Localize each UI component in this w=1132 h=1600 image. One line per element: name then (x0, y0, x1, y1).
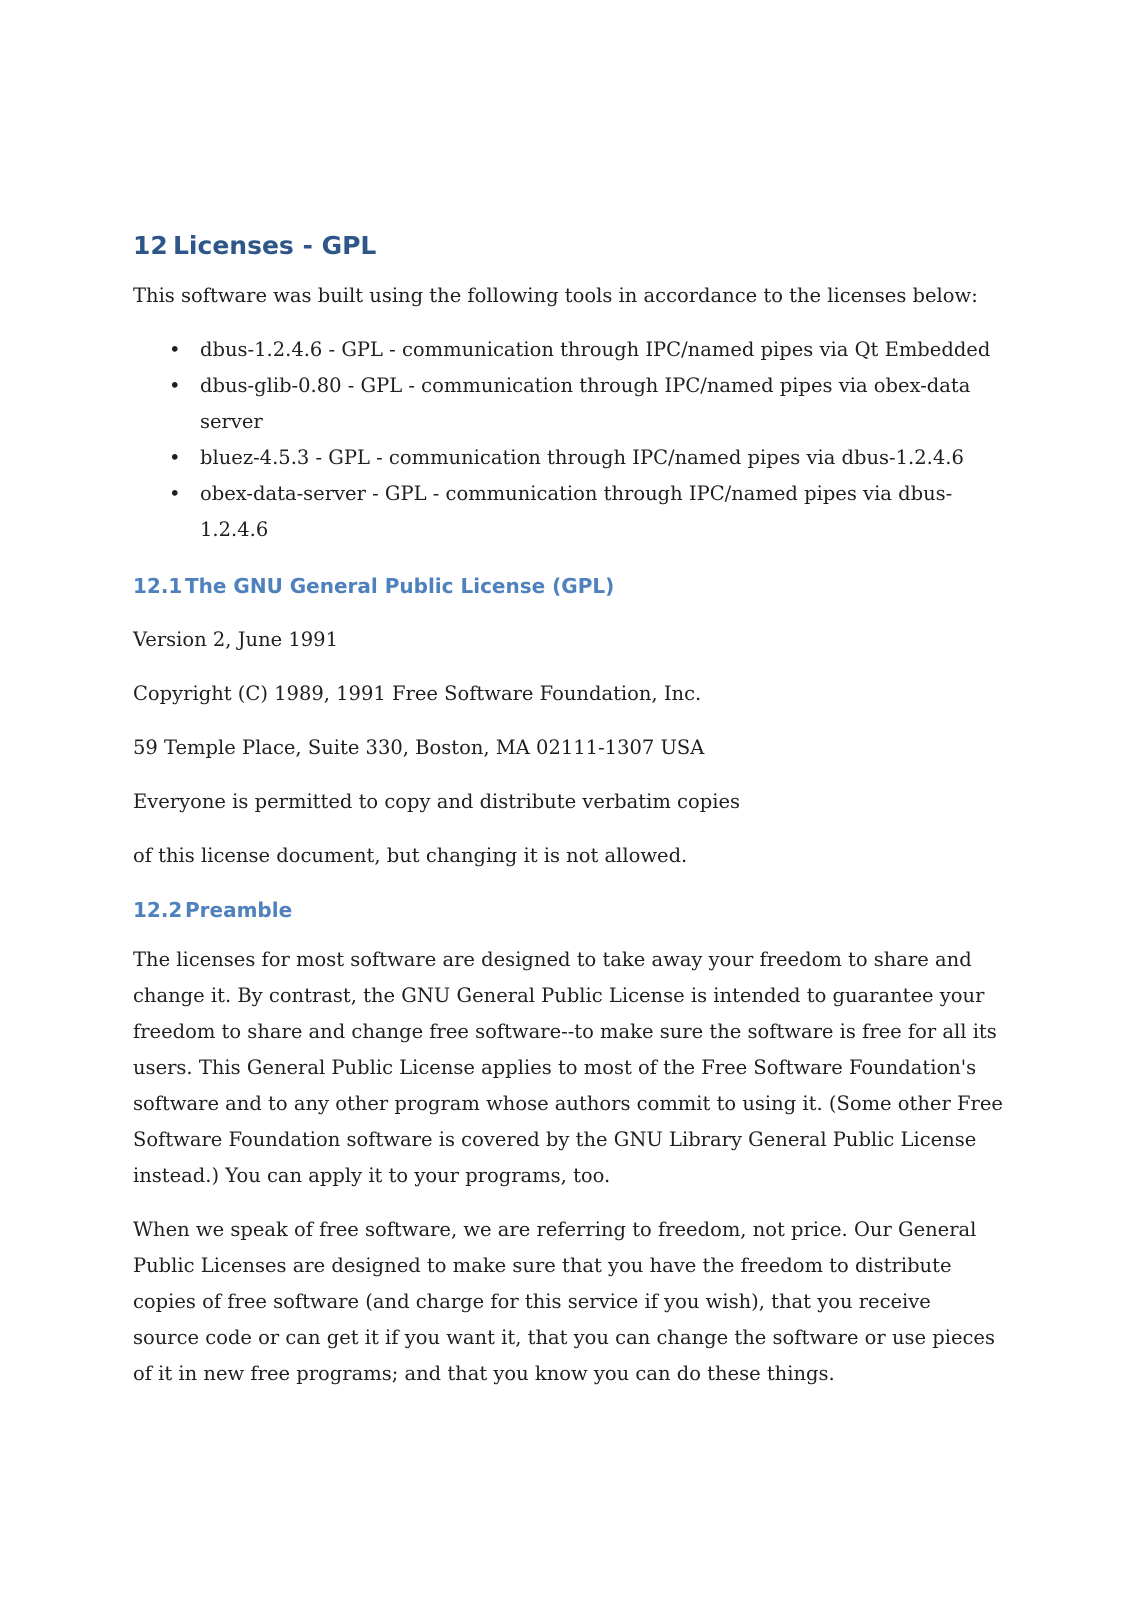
section-number: 12.2 (133, 898, 183, 922)
bullet-icon: • (169, 338, 181, 361)
list-item-text: obex-data-server - GPL - communication through IPC/named pipes via dbus-1.2.4.6 (200, 482, 953, 541)
license-copyright: Copyright (C) 1989, 1991 Free Software Foundation, Inc. (133, 682, 702, 705)
list-item (133, 368, 1003, 440)
license-permission-line-2: of this license document, but changing it is not allowed. (133, 844, 688, 867)
license-address: 59 Temple Place, Suite 330, Boston, MA 02111-1307 USA (133, 736, 705, 759)
list-item-text: dbus-1.2.4.6 - GPL - communication through IPC/named pipes via Qt Embedded (200, 338, 991, 361)
section-heading-gpl (133, 568, 1003, 604)
list-item-text: bluez-4.5.3 - GPL - communication through IPC/named pipes via dbus-1.2.4.6 (200, 446, 964, 469)
bullet-icon: • (169, 374, 181, 397)
list-item (133, 476, 1003, 548)
list-item-text: dbus-glib-0.80 - GPL - communication through IPC/named pipes via obex-data server (200, 374, 971, 433)
bullet-icon: • (169, 482, 181, 505)
license-permission-line-1: Everyone is permitted to copy and distribute verbatim copies (133, 790, 740, 813)
list-item (133, 332, 1003, 368)
section-heading-preamble (133, 892, 1003, 928)
page-content (133, 226, 1003, 1392)
section-number: 12.1 (133, 574, 183, 598)
intro-paragraph: This software was built using the following tools in accordance to the licenses below: (133, 284, 978, 307)
chapter-heading (133, 226, 1003, 266)
preamble-paragraph-2: When we speak of free software, we are referring to freedom, not price. Our General Public Licenses are designed to make sure that you have the freedom to distribute copies of free software (and charge for this service if you wish), that you receive source code or can get it if you want it, that you can change the software or use pieces of it in new free programs; and that you know you can do these things. (133, 1218, 995, 1385)
license-version: Version 2, June 1991 (133, 628, 338, 651)
section-title: Preamble (185, 898, 293, 922)
section-title: The GNU General Public License (GPL) (185, 574, 615, 598)
tools-list (133, 332, 1003, 548)
list-item (133, 440, 1003, 476)
chapter-title: Licenses - GPL (173, 231, 377, 260)
preamble-paragraph-1: The licenses for most software are designed to take away your freedom to share and change it. By contrast, the GNU General Public License is intended to guarantee your freedom to share and change free software--to make sure the software is free for all its users. This General Public License applies to most of the Free Software Foundation's software and to any other program whose authors commit to using it. (Some other Free Software Foundation software is covered by the GNU Library General Public License instead.) You can apply it to your programs, too. (133, 948, 1003, 1187)
bullet-icon: • (169, 446, 181, 469)
chapter-number: 12 (133, 231, 168, 260)
